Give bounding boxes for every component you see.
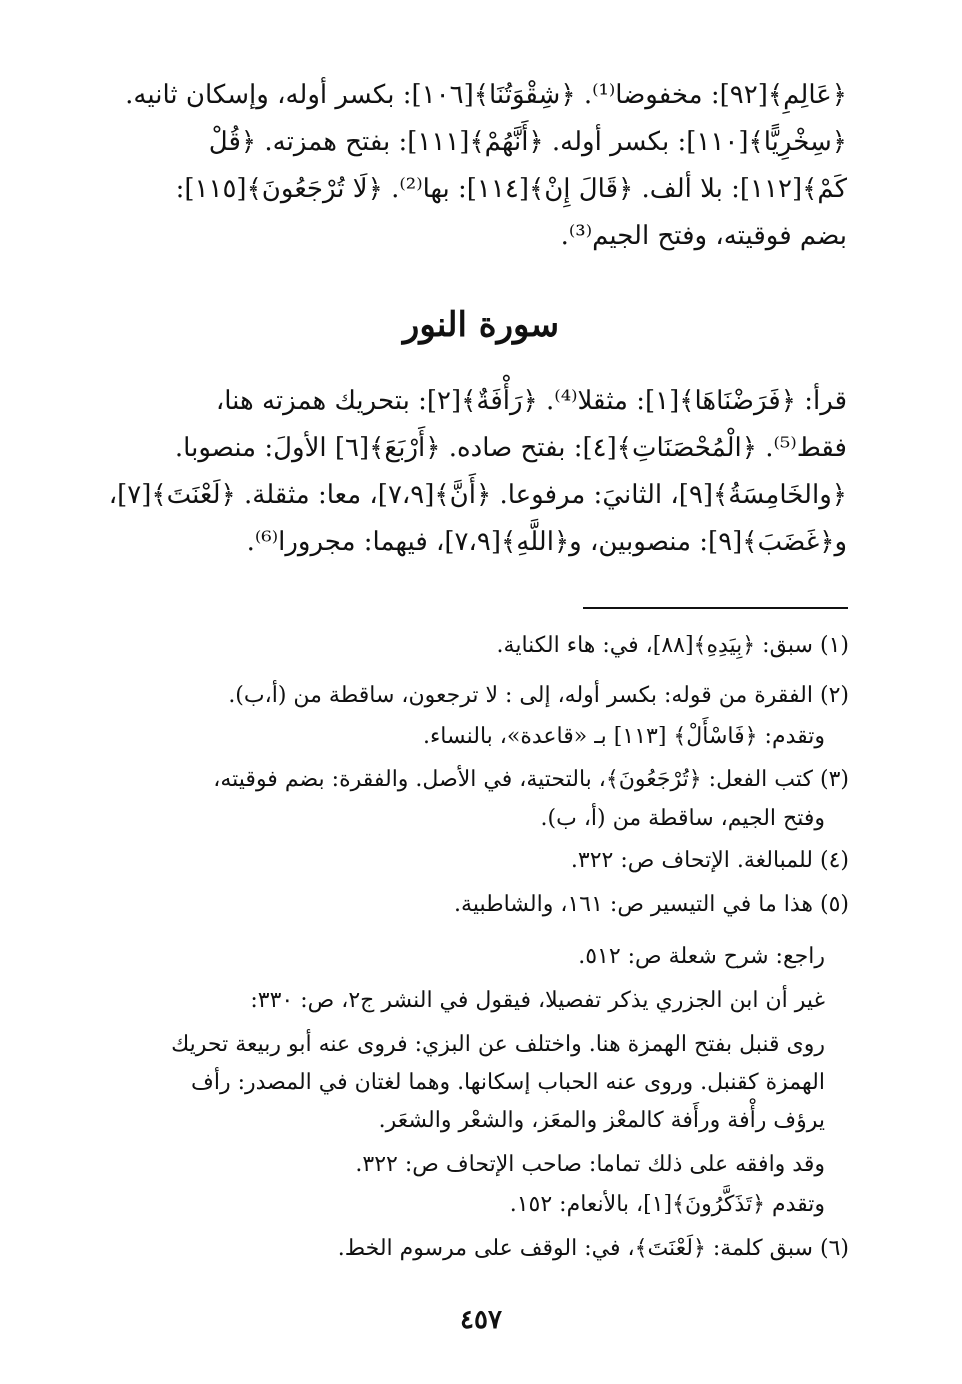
main-line-3: ﴿والخَامِسَةُ﴾[٩]، الثانيَ: مرفوعا. ﴿أَنَّ﴾[٧،٩]، معا: مثقلة. ﴿لَعْنَتَ﴾[٧]، [108, 480, 847, 510]
footnote-line: الهمزة كقنبل. وروى عنه الحباب إسكانها. وهما لغتان في المصدر: رأف [191, 1070, 825, 1095]
main-line-1: قرأ: ﴿فَرَضْنَاهَا﴾[١]: مثقلا⁽⁴⁾. ﴿رَأْفَةٌ﴾[٢]: بتحريك همزته هنا، [215, 386, 847, 416]
top-line-1: ﴿عَالِمِ﴾[٩٢]: مخفوضا⁽¹⁾. ﴿شِقْوَتُنَا﴾[١٠٦]: بكسر أوله، وإسكان ثانيه. [125, 80, 847, 110]
top-line-3: كَمْ﴾[١١٢]: بلا ألف. ﴿قَالَ إِنْ﴾[١١٤]: بها⁽²⁾. ﴿لَا تُرْجَعُونَ﴾[١١٥]: [175, 174, 847, 204]
footnote-line: وفتح الجيم، ساقطة من (أ، ب). [540, 806, 825, 831]
footnote-line: (١) سبق: ﴿بِيَدِهِ﴾[٨٨]، في: هاء الكناية. [496, 633, 849, 658]
footnote-line: (٣) كتب الفعل: ﴿تُرْجَعُونَ﴾، بالتحتية، في الأصل. والفقرة: بضم فوقيته، [213, 767, 849, 792]
top-paragraph [125, 72, 847, 260]
top-line-4: بضم فوقيته، وفتح الجيم⁽³⁾. [560, 221, 847, 251]
top-line-2: ﴿سِخْرِيًّا﴾[١١٠]: بكسر أوله. ﴿أَنَّهُمْ﴾[١١١]: بفتح همزته. ﴿قُلْ [208, 127, 847, 157]
main-paragraph [108, 378, 847, 566]
footnote-line: (٥) هذا ما في التيسير ص: ١٦١، والشاطبية. [454, 892, 849, 917]
surah-title: سورة النور [402, 305, 560, 345]
footnote-line: غير أن ابن الجزري يذكر تفصيلا، فيقول في النشر ج٢، ص: ٣٣٠: [250, 988, 825, 1013]
footnote-line: روى قنبل بفتح الهمزة هنا. واختلف عن البزي: فروى عنه أبو ربيعة تحريك [171, 1032, 825, 1057]
footnote-separator [583, 607, 848, 609]
footnote-line: (٦) سبق كلمة: ﴿لَعْنَتَ﴾، في: الوقف على مرسوم الخط. [337, 1236, 849, 1261]
footnote-line: وتقدم: ﴿فَاسْأَلْ﴾ [١١٣] بـ «قاعدة»، بالنساء. [422, 724, 825, 749]
footnote-line: راجع: شرح شعلة ص: ٥١٢. [578, 944, 825, 969]
footnote-line: (٢) الفقرة من قوله: بكسر أوله، إلى : لا ترجعون، ساقطة من (أ،ب). [228, 683, 849, 708]
footnote-line: (٤) للمبالغة. الإتحاف ص: ٣٢٢. [570, 848, 849, 873]
page-number: ٤٥٧ [460, 1305, 502, 1335]
main-line-4: و﴿غَضَبَ﴾[٩]: منصوبين، و﴿اللَّهِ﴾[٧،٩]، فيهما: مجرورا⁽⁶⁾. [246, 527, 847, 557]
footnote-line: وقد وافقه على ذلك تماما: صاحب الإتحاف ص: ٣٢٢. [355, 1152, 825, 1177]
footnote-line: يرؤف رأْفة ورأَفة كالمعْز والمعَز، والشعْر والشعَر. [378, 1108, 825, 1133]
main-line-2: فقط⁽⁵⁾. ﴿الْمُحْصَنَاتِ﴾[٤]: بفتح صاده. ﴿أَرْبَعَ﴾[٦] الأولَ: منصوبا. [174, 433, 847, 463]
footnote-line: وتقدم ﴿تَذَكَّرُونَ﴾[١]، بالأنعام: ١٥٢. [509, 1192, 825, 1217]
